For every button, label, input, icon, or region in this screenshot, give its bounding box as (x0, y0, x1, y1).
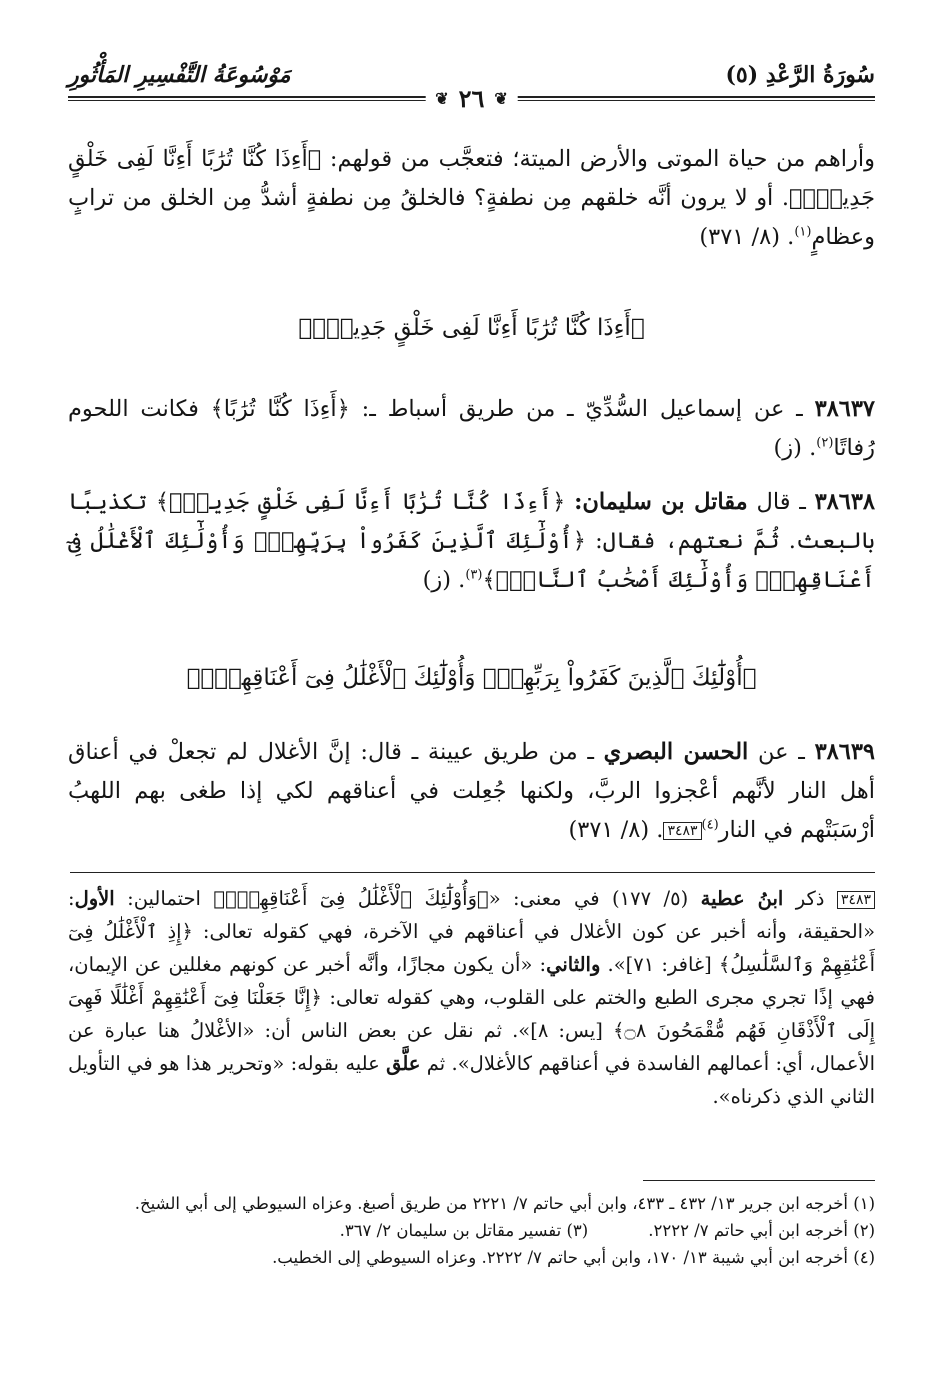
hadith-prefix: ـ عن (748, 739, 815, 765)
footnote-rule (643, 1180, 875, 1181)
hadith-number: ٣٨٦٣٩ (814, 739, 875, 765)
footnote-item: (٢) أخرجه ابن أبي حاتم ٧/ ٢٢٢٢. (648, 1221, 875, 1240)
footnote-item: (١) أخرجه ابن جرير ١٣/ ٤٣٢ ـ ٤٣٣، وابن أبي حاتم ٧/ ٢٢٢١ من طريق أصبغ. وعزاه السيوطي إلى أبي الشيخ. (134, 1194, 875, 1213)
verse-heading: ﴿أُوْلَٰٓئِكَ ٱلَّذِينَ كَفَرُواْ بِرَبِّهِمْۖ وَأُوْلَٰٓئِكَ ٱلْأَغْلَٰلُ فِىٓ أَعْنَاقِهِمْۖ﴾ (186, 665, 757, 691)
second-label: والثاني (546, 953, 601, 976)
footnote-ref[interactable]: (٢) (816, 435, 834, 451)
hadith-prefix: ـ قال (747, 489, 815, 515)
note-text: عليه بقوله: «وتحرير هذا هو في التأويل الثاني الذي ذكرناه». (68, 1052, 875, 1108)
footnote-row (68, 1217, 875, 1244)
footnotes (68, 1190, 875, 1271)
hadith-number: ٣٨٦٣٧ (814, 396, 875, 422)
separator-rule (70, 872, 875, 873)
hadith-text: ـ عن إسماعيل السُّدِّيّ ـ من طريق أسباط ـ: ﴿أَءِذَا كُنَّا تُرَٰبًا﴾ فكانت اللحوم رُفاتًا (68, 396, 875, 461)
verse-heading: ﴿أَءِذَا كُنَّا تُرَٰبًا أَءِنَّا لَفِى خَلْقٍ جَدِيدٍۗ﴾ (298, 315, 645, 341)
volume-ref: . (٨/ ٣٧١) (699, 224, 795, 250)
intro-text: وأراهم من حياة الموتى والأرض الميتة؛ فتعجَّب من قولهم: ﴿أَءِذَا كُنَّا تُرَٰبًا أَءِنَّا لَفِى خَلْقٍ جَدِيدٍۗ﴾. أو لا يرون أنَّه خلقهم مِن نطفةٍ؟ فالخلقُ مِن نطفةٍ أشدُّ مِن الخلق من ترابٍ وعظامٍ (68, 146, 875, 250)
footnote-ref[interactable]: (٤) (701, 817, 719, 833)
page-number-box (425, 84, 518, 113)
footnote-item: (٣) تفسير مقاتل بن سليمان ٢/ ٣٦٧. (339, 1221, 589, 1240)
page-number: ٢٦ (458, 84, 485, 113)
volume-ref: . (٨/ ٣٧١) (568, 817, 664, 843)
commentary-note (68, 882, 875, 1113)
note-text: : «الحقيقة، وأنه أخبر عن كون الأغلال في أعناقهم في الآخرة، فهي كقوله تعالى: ﴿إِذِ ٱلْأَغْلَٰلُ فِىٓ أَعْنَٰقِهِمْ وَٱلسَّلَٰسِلُ﴾ [غافر: ٧١]». (68, 887, 875, 976)
source-marker: . (ز) (422, 567, 466, 593)
note-text: (٥/ ١٧٧) في معنى: «﴿وَأُوْلَٰٓئِكَ ٱلْأَغْلَٰلُ فِىٓ أَعْنَاقِهِمْۖ﴾ احتمالين: (114, 887, 701, 910)
note-text: : «أن يكون مجازًا، وأنَّه أخبر عن كونهم مغللين عن الإيمان، فهي إذًا تجري مجرى الطبع والختم على القلوب، وهي كقوله تعالى: ﴿إِنَّا جَعَلْنَا فِىٓ أَعْنَٰقِهِمْ أَغْلَٰلًا فَهِىَ إِلَى ٱلْأَذْقَانِ فَهُم مُّقْمَحُونَ ۝٨﴾ [يس: ٨]». ثم نقل عن بعض الناس أن: «الأغْلالُ هنا عبارة عن الأعمال، أي: أعمالهم الفاسدة في أعناقهم كالأغلال». ثم (68, 953, 875, 1075)
book-title: مَوْسُوعَةُ التَّفْسِيرِ المَأْثُورِ (68, 62, 291, 88)
narrator-name: الحسن البصري (603, 739, 749, 765)
ornament-icon: ❦ (494, 89, 508, 108)
footnote-ref[interactable]: (٣) (465, 567, 483, 583)
ornament-icon: ❦ (435, 89, 449, 108)
hadith-entry (68, 733, 875, 850)
surah-title: سُورَةُ الرَّعْدِ (٥) (725, 62, 875, 88)
hadith-text: ـ من طريق عيينة ـ قال: إنَّ الأغلال لم تجعلْ في أعناق أهل النار لأنَّهم أعْجزوا الربَّ، ولكنها جُعِلت في أعناقهم لكي إذا طغى بهم اللهبُ أرْسَبَتْهم في النار (68, 739, 875, 843)
author-name: ابنُ عطية (700, 887, 784, 910)
hadith-text: ﴿أَءِذَا كُنَّا تُرَٰبًا أَءِنَّا لَفِى خَلْقٍ جَدِيدٍۗ﴾ تكذيبًا بالبعث. ثُمَّ نعتهم، فقال: ﴿أُوْلَٰٓئِكَ ٱلَّذِينَ كَفَرُواْ بِرَبِّهِمْۖ وَأُوْلَٰٓئِكَ ٱلْأَغْلَٰلُ فِىٓ أَعْنَاقِهِمْۖ وَأُوْلَٰٓئِكَ أَصْحَٰبُ ٱلنَّارِۖ﴾ (68, 489, 875, 593)
hadith-entry (68, 390, 875, 468)
footnote-item: (٤) أخرجه ابن أبي شيبة ١٣/ ١٧٠، وابن أبي حاتم ٧/ ٢٢٢٢. وعزاه السيوطي إلى الخطيب. (272, 1248, 875, 1267)
hadith-entry (68, 483, 875, 600)
footnote-ref[interactable]: (١) (794, 224, 812, 240)
commentary-xref[interactable]: ٣٤٨٣ (837, 891, 875, 909)
running-header (68, 62, 875, 120)
source-marker: . (ز) (773, 435, 817, 461)
commented-label: علَّق (386, 1052, 421, 1075)
hadith-number: ٣٨٦٣٨ (814, 489, 875, 515)
note-prefix: ذكر (783, 887, 837, 910)
first-label: الأول (74, 887, 115, 910)
narrator-name: مقاتل بن سليمان: (574, 489, 748, 515)
commentary-xref[interactable]: ٣٤٨٣ (663, 822, 701, 840)
intro-paragraph (68, 140, 875, 257)
